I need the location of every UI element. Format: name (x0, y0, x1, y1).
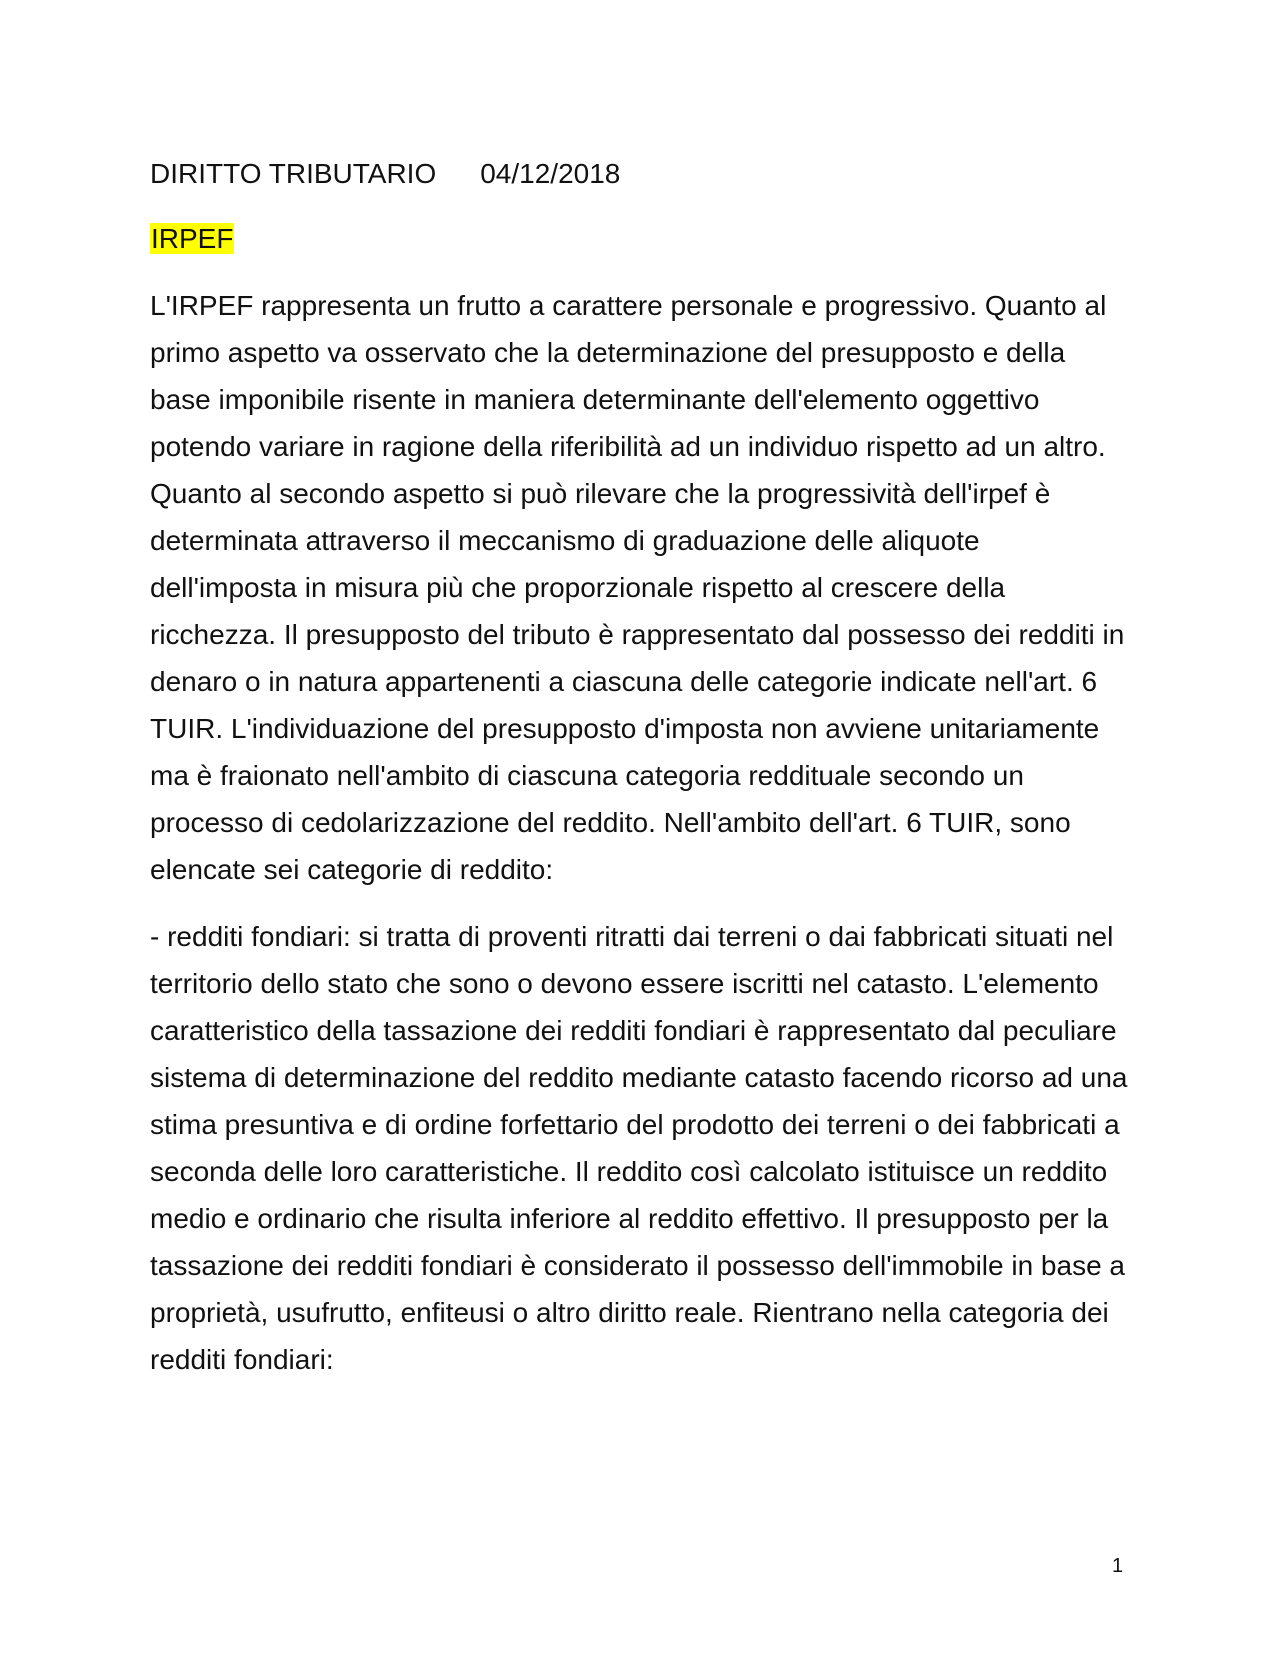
intro-paragraph: L'IRPEF rappresenta un frutto a carattere personale e progressivo. Quanto al primo aspetto va osservato che la determinazione del presupposto e della base imponibile risente in maniera determinante dell'elemento oggettivo potendo variare in ragione della riferibilità ad un individuo rispetto ad un altro. Quanto al secondo aspetto si può rilevare che la progressività dell'irpef è determinata attraverso il meccanismo di graduazione delle aliquote dell'imposta in misura più che proporzionale rispetto al crescere della ricchezza. Il presupposto del tributo è rappresentato dal possesso dei redditi in denaro o in natura appartenenti a ciascuna delle categorie indicate nell'art. 6 TUIR. L'individuazione del presupposto d'imposta non avviene unitariamente ma è fraionato nell'ambito di ciascuna categoria reddituale secondo un processo di cedolarizzazione del reddito. Nell'ambito dell'art. 6 TUIR, sono elencate sei categorie di reddito: (150, 290, 1125, 885)
redditi-fondiari-paragraph: - redditi fondiari: si tratta di proventi ritratti dai terreni o dai fabbricati situati nel territorio dello stato che sono o devono essere iscritti nel catasto. L'elemento caratteristico della tassazione dei redditi fondiari è rappresentato dal peculiare sistema di determinazione del reddito mediante catasto facendo ricorso ad una stima presuntiva e di ordine forfettario del prodotto dei terreni o dei fabbricati a seconda delle loro caratteristiche. Il reddito così calcolato istituisce un reddito medio e ordinario che risulta inferiore al reddito effettivo. Il presupposto per la tassazione dei redditi fondiari è considerato il possesso dell'immobile in base a proprietà, usufrutto, enfiteusi o altro diritto reale. Rientrano nella categoria dei redditi fondiari: (150, 921, 1128, 1375)
highlighted-heading-text: IRPEF (151, 223, 234, 254)
document-header (150, 150, 1130, 197)
subject-title: DIRITTO TRIBUTARIO (150, 158, 437, 189)
lecture-date: 04/12/2018 (480, 158, 621, 189)
page-number: 1 (1112, 1555, 1124, 1577)
document-body (150, 150, 1130, 1403)
section-heading (150, 215, 1130, 262)
